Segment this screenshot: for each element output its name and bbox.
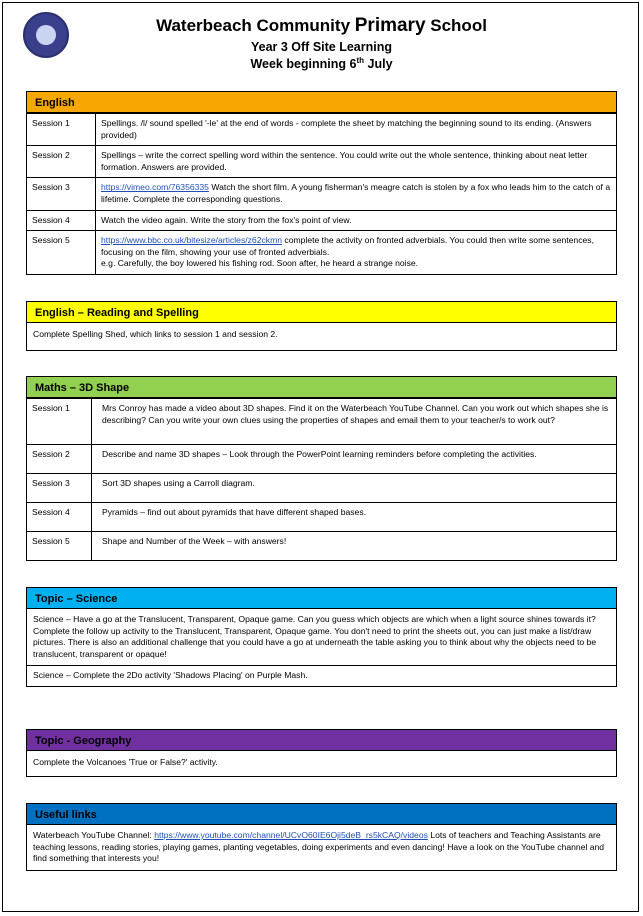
week-beginning: Week beginning 6th July xyxy=(250,56,393,72)
session-label: Session 5 xyxy=(27,231,96,275)
session-text: Spellings – write the correct spelling word within the sentence. You could write out the whole sentence, thinking about neat letter formation. Answers are provided. xyxy=(96,146,617,178)
session-label: Session 3 xyxy=(27,474,92,503)
reading-spelling-text: Complete Spelling Shed, which links to session 1 and session 2. xyxy=(26,323,617,351)
table-row xyxy=(27,399,617,445)
science-purple-mash-text: Science – Complete the 2Do activity 'Shadows Placing' on Purple Mash. xyxy=(26,666,617,687)
table-row xyxy=(27,114,617,146)
table-row xyxy=(27,146,617,178)
maths-table xyxy=(26,398,617,561)
session-text: Sort 3D shapes using a Carroll diagram. xyxy=(92,474,617,503)
table-row xyxy=(27,231,617,275)
youtube-channel-link[interactable]: https://www.youtube.com/channel/UCvO60IE6Oji5deB_rs5kCAQ/videos xyxy=(154,830,428,840)
session-label: Session 4 xyxy=(27,503,92,532)
session-label: Session 2 xyxy=(27,445,92,474)
useful-links-header: Useful links xyxy=(26,803,617,825)
science-section xyxy=(26,587,617,687)
session-text: Watch the video again. Write the story from the fox's point of view. xyxy=(96,210,617,231)
table-row xyxy=(27,210,617,231)
table-row xyxy=(27,532,617,561)
table-row xyxy=(27,178,617,210)
session-text: https://vimeo.com/76356335 Watch the short film. A young fisherman's meagre catch is stolen by a fox who leads him to the catch of a lifetime. Complete the corresponding questions. xyxy=(96,178,617,210)
session-text: Describe and name 3D shapes – Look through the PowerPoint learning reminders before completing the activities. xyxy=(92,445,617,474)
vimeo-link[interactable]: https://vimeo.com/76356335 xyxy=(101,182,209,193)
session-text: https://www.bbc.co.uk/bitesize/articles/z62ckmn complete the activity on fronted adverbials. You could then write some sentences, focusing on the film, showing your use of fronted adverbials. e.g. Carefully, the boy lowered his fishing rod. Soon after, he heard a strange noise. xyxy=(96,231,617,275)
useful-links-section xyxy=(26,803,617,871)
session-label: Session 4 xyxy=(27,210,96,231)
session-text: Shape and Number of the Week – with answers! xyxy=(92,532,617,561)
geography-section xyxy=(26,729,617,777)
table-row xyxy=(27,445,617,474)
maths-section xyxy=(26,376,617,561)
session-text: Pyramids – find out about pyramids that have different shaped bases. xyxy=(92,503,617,532)
science-followup-text: Complete the follow up activity to the Translucent, Transparent, Opaque game. You don't need to print the sheets out, you can just make a list/draw pictures. There is also an additional challenge that you could have a go at underneath the table asking you to think about why the objects need to be translucent, transparent or opaque! xyxy=(33,625,597,659)
page-subtitle: Year 3 Off Site Learning xyxy=(250,40,392,54)
useful-links-text: Waterbeach YouTube Channel: https://www.youtube.com/channel/UCvO60IE6Oji5deB_rs5kCAQ/videos Lots of teachers and Teaching Assistants are teaching lessons, reading stories, playing games, planting vegetables, doing experiments and even dancing! Have a look on the YouTube channel and find something that interests you! xyxy=(26,825,617,871)
session-text: Mrs Conroy has made a video about 3D shapes. Find it on the Waterbeach YouTube Channel. Can you work out which shapes she is describing? Can you write your own clues using the properties of shapes and email them to your teacher/s to work out? xyxy=(92,399,617,445)
session-label: Session 2 xyxy=(27,146,96,178)
session-label: Session 1 xyxy=(27,399,92,445)
english-section xyxy=(26,91,617,275)
reading-spelling-header: English – Reading and Spelling xyxy=(26,301,617,323)
bbc-bitesize-link[interactable]: https://www.bbc.co.uk/bitesize/articles/z62ckmn xyxy=(101,235,283,246)
science-game-text: Science – Have a go at the Translucent, Transparent, Opaque game. Can you guess which objects are which when a light source shines towards it? xyxy=(33,614,596,624)
page-title: Waterbeach Community Primary School xyxy=(156,15,487,36)
science-header: Topic – Science xyxy=(26,587,617,609)
table-row xyxy=(27,503,617,532)
session-label: Session 5 xyxy=(27,532,92,561)
english-table xyxy=(26,113,617,275)
session-label: Session 1 xyxy=(27,114,96,146)
reading-spelling-section xyxy=(26,301,617,351)
geography-text: Complete the Volcanoes 'True or False?' activity. xyxy=(26,751,617,777)
maths-header: Maths – 3D Shape xyxy=(26,376,617,398)
english-header: English xyxy=(26,91,617,113)
geography-header: Topic - Geography xyxy=(26,729,617,751)
table-row xyxy=(27,474,617,503)
science-text xyxy=(26,609,617,666)
session-label: Session 3 xyxy=(27,178,96,210)
session-text: Spellings. /l/ sound spelled '-le' at the end of words - complete the sheet by matching the beginning sound to its ending. (Answers provided) xyxy=(96,114,617,146)
